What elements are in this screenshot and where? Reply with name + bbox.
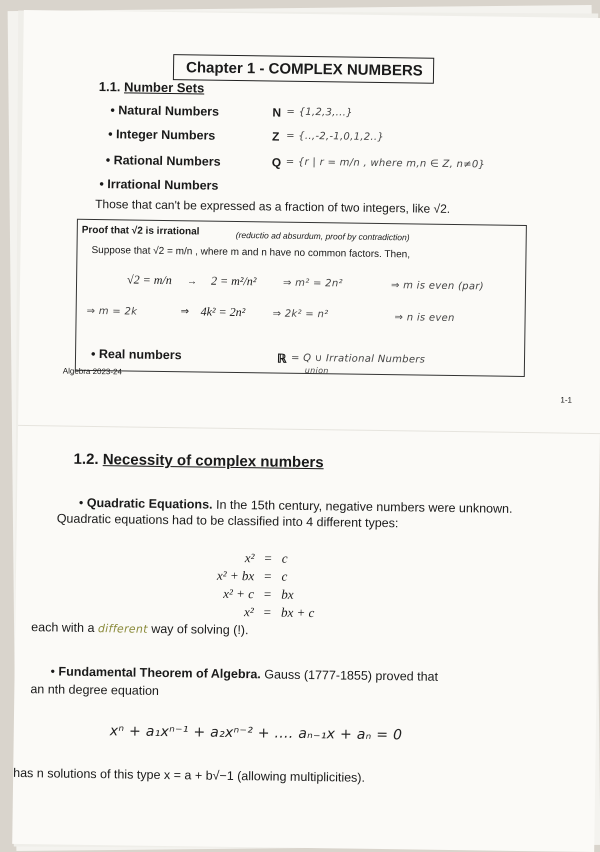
- quadratic-heading: Quadratic Equations.: [86, 495, 213, 512]
- handwritten-step: ⇒ 2k² = n²: [272, 308, 329, 321]
- handwritten-word: different: [97, 622, 148, 636]
- equation-rhs: bx: [281, 586, 294, 602]
- proof-equation: 4k² = 2n²: [200, 304, 246, 320]
- list-item-natural: [110, 103, 219, 119]
- equation-rhs: c: [281, 568, 288, 584]
- item-label: Rational Numbers: [113, 153, 221, 169]
- list-item-rational: [106, 153, 221, 169]
- handwritten-step: ⇒ m = 2k: [86, 305, 138, 318]
- proof-method: (reductio ad absurdum, proof by contradiction): [235, 229, 410, 243]
- list-item-integer: [108, 127, 215, 142]
- section-heading-number-sets: [99, 79, 205, 95]
- set-symbol-r: ℝ: [276, 351, 287, 366]
- equals-sign: =: [263, 604, 272, 620]
- equation-lhs: x²: [243, 604, 254, 620]
- handwritten-step: ⇒ m is even (par): [390, 280, 484, 293]
- handwritten-step: ⇒ m² = 2n²: [282, 277, 343, 290]
- section-title: Necessity of complex numbers: [102, 451, 324, 472]
- item-label: Real numbers: [98, 347, 182, 363]
- solving-text: way of solving (!).: [151, 621, 249, 638]
- bullet-icon: •: [105, 153, 111, 168]
- item-label: Irrational Numbers: [107, 177, 219, 193]
- fundamental-heading: Fundamental Theorem of Algebra.: [58, 664, 261, 682]
- handwritten-rational-set: = {r | r = m/n , where m,n ∈ Z, n≠0}: [285, 156, 486, 171]
- list-item-irrational: [99, 177, 218, 193]
- page-divider: [18, 425, 600, 434]
- proof-supposition: Suppose that √2 = m/n , where m and n have no common factors. Then,: [91, 244, 411, 261]
- handwritten-integer-set: = {..,-2,-1,0,1,2..}: [286, 130, 385, 144]
- section-title: Number Sets: [123, 79, 205, 96]
- equation-row: [213, 586, 319, 603]
- equals-sign: =: [264, 550, 272, 566]
- handwritten-polynomial: xⁿ + a₁xⁿ⁻¹ + a₂xⁿ⁻² + .... aₙ₋₁x + aₙ = 0: [109, 723, 403, 744]
- handwritten-note: union: [304, 365, 329, 376]
- list-item-real: [91, 347, 182, 362]
- set-symbol-q: Q: [271, 155, 282, 170]
- equation-rhs: c: [281, 550, 288, 566]
- equation-row: [212, 604, 318, 621]
- equation-lhs: x² + bx: [216, 567, 255, 584]
- handwritten-real-definition: = Q ∪ Irrational Numbers: [290, 352, 426, 366]
- section-number: 1.2.: [73, 450, 99, 469]
- equation-lhs: x² + c: [223, 585, 255, 602]
- arrow-icon: →: [186, 276, 198, 288]
- proof-heading: Proof that √2 is irrational: [81, 224, 200, 238]
- item-label: Integer Numbers: [115, 127, 216, 143]
- quadratic-text: In the 15th century, negative numbers were unknown. Quadratic equations had to be classified into 4 different types:: [56, 497, 513, 531]
- conclusion-sentence: has n solutions of this type x = a + b√−1 (allowing multiplicities).: [13, 765, 366, 785]
- section-heading-complex: [73, 451, 323, 471]
- fundamental-theorem-line: [51, 664, 439, 683]
- notes-page: [12, 10, 600, 852]
- bullet-icon: •: [90, 346, 96, 362]
- bullet-icon: •: [108, 127, 113, 142]
- bullet-icon: •: [50, 664, 56, 679]
- page-number: 1-1: [560, 395, 573, 405]
- quadratic-equation-table: [210, 548, 321, 624]
- chapter-title: Chapter 1 - COMPLEX NUMBERS: [173, 54, 434, 84]
- item-label: Natural Numbers: [118, 103, 220, 119]
- equals-sign: =: [264, 568, 272, 584]
- solving-sentence: [31, 620, 248, 637]
- proof-equation: 2 = m²/n²: [210, 273, 257, 289]
- set-symbol-n: N: [272, 105, 282, 120]
- footer-course: Algebra 2023-24: [62, 366, 123, 377]
- fundamental-text-2: an nth degree equation: [30, 682, 160, 698]
- bullet-icon: •: [110, 103, 115, 118]
- fundamental-text: Gauss (1777-1855) proved that: [264, 667, 439, 684]
- equation-row: [213, 550, 319, 567]
- handwritten-natural-set: = {1,2,3,...}: [286, 106, 353, 119]
- section-number: 1.1.: [98, 79, 121, 95]
- irrational-definition: Those that can't be expressed as a fraction of two integers, like √2.: [95, 196, 451, 216]
- quadratic-paragraph: [57, 494, 557, 533]
- equals-sign: =: [263, 586, 272, 602]
- equation-rhs: bx + c: [280, 604, 315, 621]
- bullet-icon: •: [78, 495, 84, 510]
- solving-text: each with a: [31, 620, 95, 636]
- equation-lhs: x²: [244, 550, 255, 566]
- proof-equation: √2 = m/n: [127, 272, 172, 288]
- bullet-icon: •: [99, 177, 104, 192]
- implies-icon: ⇒: [180, 306, 190, 318]
- handwritten-step: ⇒ n is even: [394, 312, 455, 325]
- equation-row: [213, 568, 319, 585]
- set-symbol-z: Z: [272, 129, 280, 144]
